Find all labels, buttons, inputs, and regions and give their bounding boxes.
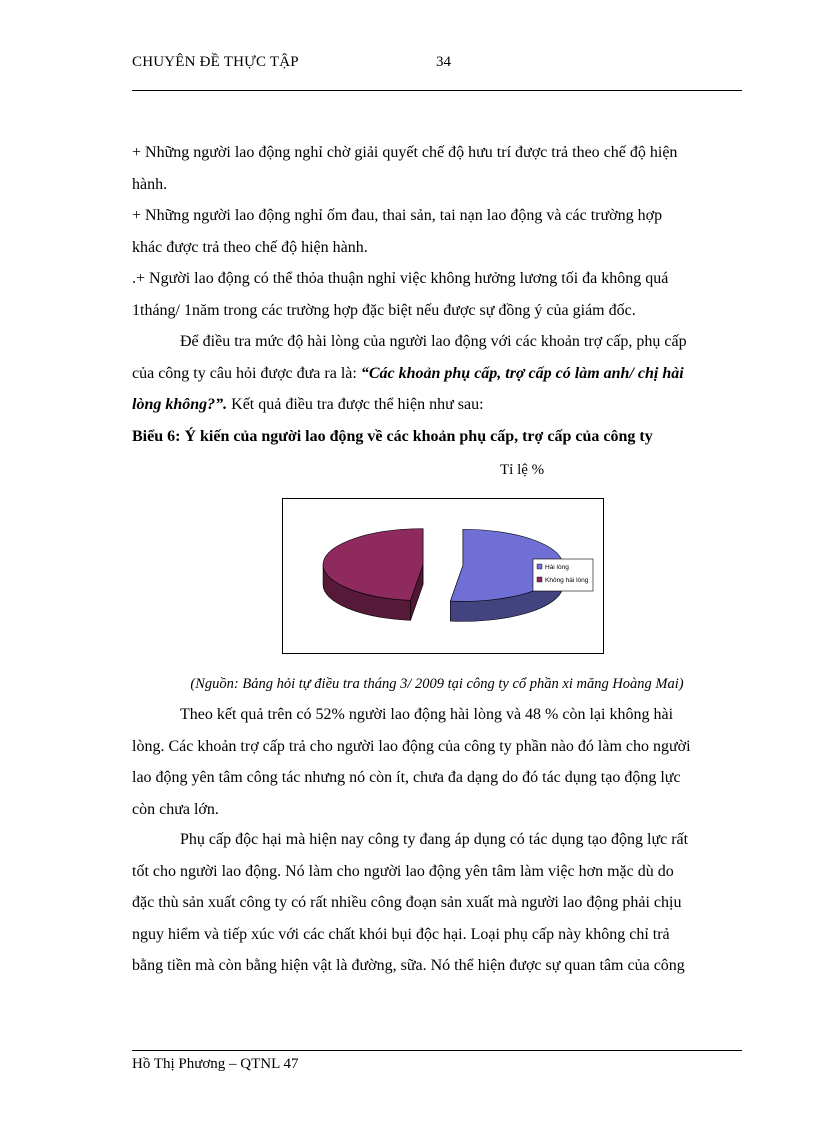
text-line: tốt cho người lao động. Nó làm cho người lao động yên tâm làm việc hơn mặc dù do [132, 862, 674, 880]
text-line: 1tháng/ 1năm trong các trường hợp đặc biệt nếu được sự đồng ý của giám đốc. [132, 301, 636, 319]
text-span: của công ty câu hỏi được đưa ra là: [132, 364, 361, 382]
paragraph-survey-intro [132, 326, 742, 421]
footer-divider [132, 1050, 742, 1051]
text-line: Để điều tra mức độ hài lòng của người lao động với các khoản trợ cấp, phụ cấp [180, 333, 687, 350]
legend-swatch [537, 564, 542, 569]
text-line: + Những người lao động nghỉ ốm đau, thai sản, tai nạn lao động và các trường hợp [132, 207, 663, 224]
text-line: còn chưa lớn. [132, 800, 219, 818]
survey-question: “Các khoản phụ cấp, trợ cấp có làm anh/ chị hài [360, 364, 684, 382]
text-line [132, 358, 742, 390]
text-line: khác được trả theo chế độ hiện hành. [132, 238, 368, 256]
figure-caption: Biểu 6: Ý kiến của người lao động về các khoản phụ cấp, trợ cấp của công ty [132, 428, 653, 445]
text-line: .+ Người lao động có thể thỏa thuận nghỉ việc không hưởng lương tối đa không quá [132, 270, 669, 287]
text-line: Theo kết quả trên có 52% người lao động hài lòng và 48 % còn lại không hài [180, 706, 674, 723]
text-line: + Những người lao động nghỉ chờ giải quyết chế độ hưu trí được trả theo chế độ hiện [132, 144, 678, 161]
paragraph-results [132, 699, 742, 825]
pie-chart-svg [283, 499, 603, 653]
header-divider [132, 90, 742, 91]
survey-question-end: lòng không?”. [132, 396, 228, 413]
legend-swatch [537, 577, 542, 582]
legend-label: Hài lòng [545, 564, 569, 571]
page-header [132, 52, 742, 92]
text-line [132, 389, 742, 421]
pie-chart [282, 498, 604, 654]
text-line: bằng tiền mà còn bằng hiện vật là đường, sữa. Nó thể hiện được sự quan tâm của công [132, 957, 685, 974]
text-line: nguy hiểm và tiếp xúc với các chất khói bụi độc hại. Loại phụ cấp này không chỉ trả [132, 925, 670, 943]
text-span: Kết quả điều tra được thể hiện như sau: [227, 396, 484, 413]
chart-title: Tỉ lệ % [500, 462, 545, 478]
paragraph-retirement [132, 137, 742, 200]
text-line: lòng. Các khoản trợ cấp trả cho người lao động của công ty phần nào đó làm cho người [132, 737, 691, 755]
legend-label: Không hài lòng [545, 577, 589, 584]
page-number: 34 [436, 54, 451, 70]
pie-slice-khong-hai-long [323, 529, 423, 621]
paragraph-sick-leave [132, 200, 742, 263]
paragraph-hazard-allowance [132, 824, 742, 982]
paragraph-unpaid-leave [132, 263, 742, 326]
text-line: hành. [132, 175, 168, 193]
figure-source: (Nguồn: Bảng hỏi tự điều tra tháng 3/ 2009 tại công ty cổ phần xi măng Hoàng Mai) [190, 676, 684, 692]
chart-legend [533, 559, 593, 591]
text-line: đặc thù sản xuất công ty có rất nhiều công đoạn sản xuất mà người lao động phải chịu [132, 894, 682, 911]
footer-author: Hồ Thị Phương – QTNL 47 [132, 1056, 299, 1072]
text-line: Phụ cấp độc hại mà hiện nay công ty đang áp dụng có tác dụng tạo động lực rất [180, 831, 689, 848]
text-line: lao động yên tâm công tác nhưng nó còn ít, chưa đa dạng do đó tác dụng tạo động lực [132, 769, 681, 786]
header-title: CHUYÊN ĐỀ THỰC TẬP [132, 54, 299, 70]
